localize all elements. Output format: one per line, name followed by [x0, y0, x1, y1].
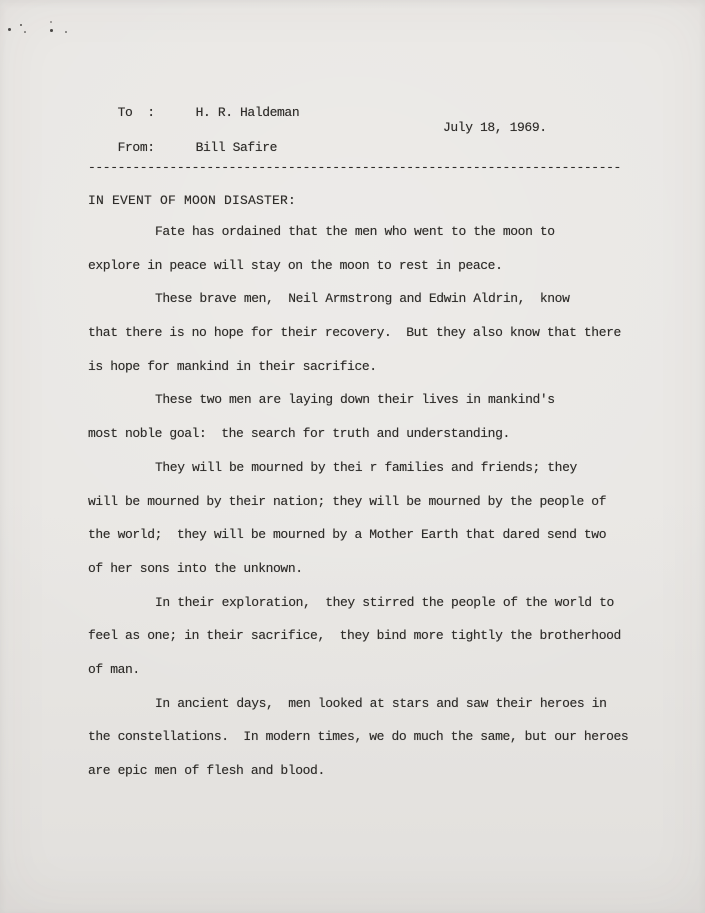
- from-value: Bill Safire: [195, 140, 278, 155]
- memo-line: will be mourned by their nation; they will be mourned by the people of: [88, 493, 607, 509]
- memo-line: of her sons into the unknown.: [88, 560, 303, 576]
- memo-line: These two men are laying down their lives in mankind's: [155, 392, 555, 408]
- scan-speck: [65, 31, 67, 33]
- memo-line: explore in peace will stay on the moon to rest in peace.: [88, 257, 503, 273]
- memo-line: the constellations. In modern times, we do much the same, but our heroes: [88, 729, 629, 745]
- scan-speck: [24, 31, 26, 33]
- memo-line: is hope for mankind in their sacrifice.: [88, 358, 377, 374]
- memo-line: the world; they will be mourned by a Mother Earth that dared send two: [88, 527, 607, 543]
- memo-line: are epic men of flesh and blood.: [88, 763, 325, 778]
- memo-line: that there is no hope for their recovery. But they also know that there: [88, 325, 621, 341]
- memo-line: most noble goal: the search for truth and understanding.: [88, 426, 510, 442]
- scan-speck: [50, 21, 52, 23]
- scan-speck: [50, 29, 53, 32]
- memo-date: July 18, 1969.: [443, 120, 547, 135]
- memo-line: feel as one; in their sacrifice, they bind more tightly the brotherhood: [88, 628, 621, 644]
- memo-line: These brave men, Neil Armstrong and Edwin Aldrin, know: [155, 291, 570, 307]
- memo-from-row: [88, 120, 648, 155]
- memo-heading: IN EVENT OF MOON DISASTER:: [88, 193, 297, 208]
- memo-line: In ancient days, men looked at stars and saw their heroes in: [155, 695, 607, 711]
- memo-line: of man.: [88, 661, 140, 677]
- from-label: From:: [117, 140, 155, 155]
- scan-speck: [20, 24, 22, 26]
- memo-line: Fate has ordained that the men who went to the moon to: [155, 224, 555, 239]
- memo-body: [88, 215, 658, 788]
- to-value: H. R. Haldeman: [195, 105, 300, 120]
- scan-speck: [8, 28, 11, 31]
- memo-to-row: [88, 86, 300, 120]
- memo-line: In their exploration, they stirred the people of the world to: [155, 594, 614, 610]
- typed-dashed-divider: ------------------------------------------------------------------------: [88, 160, 621, 175]
- to-label: To :: [117, 105, 155, 120]
- memo-line: They will be mourned by thei r families and friends; they: [155, 459, 577, 475]
